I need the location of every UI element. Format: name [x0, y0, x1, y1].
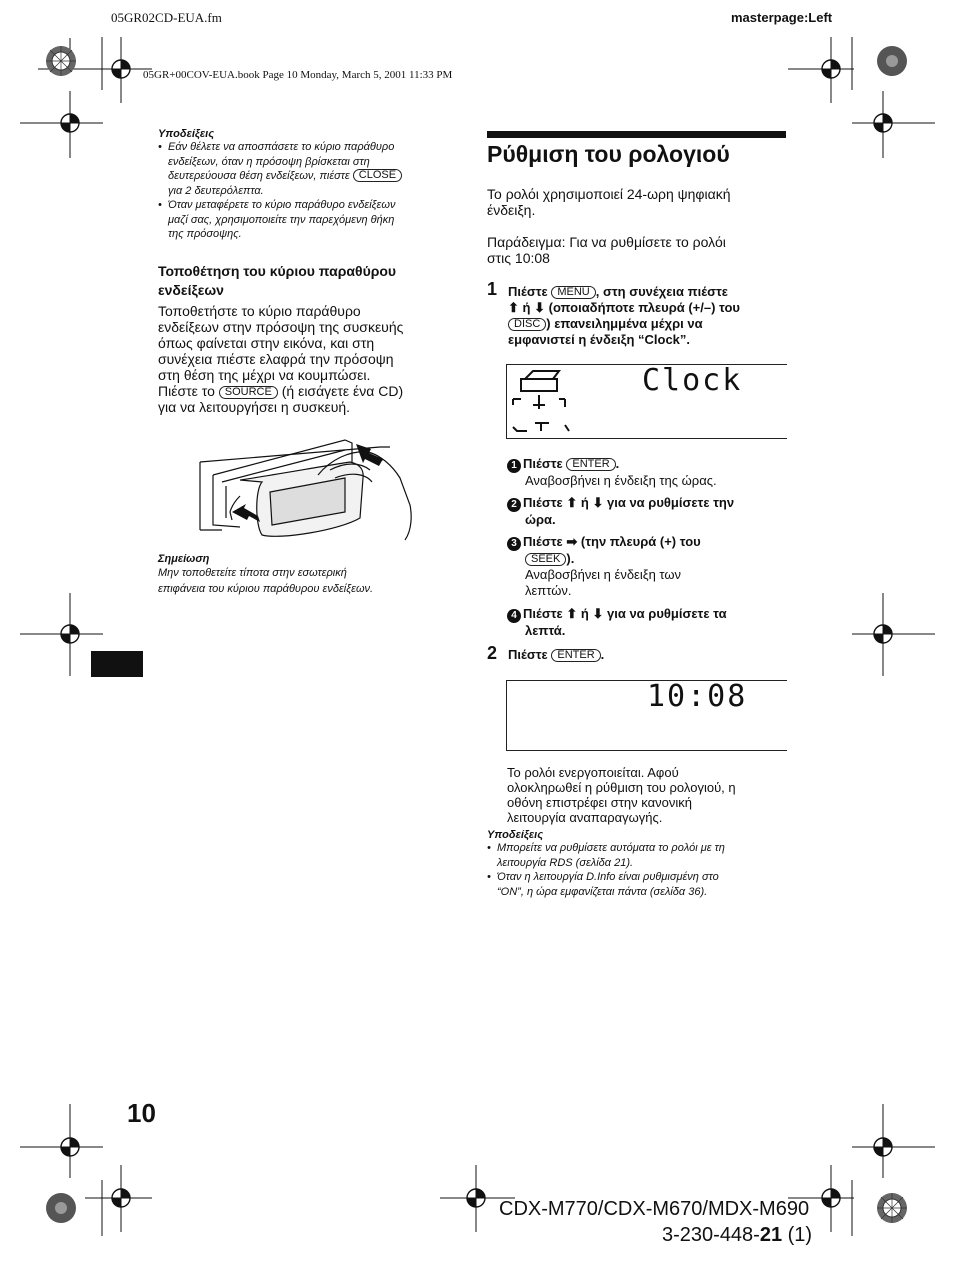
up-arrow-icon: ⬆ [508, 300, 519, 315]
tip-item: • Μπορείτε να ρυθμίσετε αυτόματα το ρολόι με τη λειτουργία RDS (σελίδα 21). [487, 841, 787, 870]
subheading-line: ενδείξεων [158, 282, 224, 298]
lcd-text: Clock [642, 363, 743, 398]
menu-button-label: MENU [551, 286, 595, 299]
paragraph-text: (ή εισάγετε ένα CD) [281, 383, 404, 399]
lcd-display-clock [506, 364, 787, 439]
step-text: , στη συνέχεια πιέστε [595, 284, 728, 299]
page-number: 10 [127, 1098, 156, 1128]
disc-button-label: DISC [508, 318, 546, 331]
substep-line: λεπτών. [525, 583, 572, 598]
lcd-display-time [506, 680, 787, 751]
tip-line: μαζί σας, χρησιμοποιείτε την παρεχόμενη θήκη [168, 213, 395, 226]
step-text: Πιέστε [508, 647, 548, 662]
step-1 [508, 284, 788, 348]
section-tab-marker [91, 651, 143, 677]
enter-button-label: ENTER [551, 649, 600, 662]
step-text: ή [522, 300, 531, 315]
after-line: λειτουργία αναπαραγωγής. [507, 810, 663, 825]
substep-text: Πιέστε [523, 534, 563, 549]
enter-button-label: ENTER [566, 458, 615, 471]
tip-line: Όταν μεταφέρετε το κύριο παράθυρο ενδείξεων [168, 199, 396, 211]
disc-icon [507, 365, 787, 438]
substep-1: 1 Πιέστε ENTER . Αναβοσβήνει η ένδειξη της ώρας. [507, 456, 789, 489]
step-line [508, 300, 788, 316]
substep-2 [507, 495, 789, 528]
step-text: Πιέστε [508, 284, 548, 299]
substep-text: ή [580, 606, 589, 621]
down-arrow-icon: ⬇ [534, 300, 546, 315]
substep-line: Αναβοσβήνει η ένδειξη των [525, 567, 682, 582]
step-text: (οποιαδήποτε πλευρά (+/–) του [548, 300, 740, 315]
substep-4 [507, 606, 789, 639]
code-suffix: (1) [782, 1224, 813, 1246]
paragraph-line: συνέχεια πιέστε ελαφρά την πρόσοψη [158, 351, 394, 367]
tip-text: δευτερεύουσα θέση ενδείξεων, πιέστε [168, 170, 350, 182]
header-book-line: 05GR+00COV-EUA.book Page 10 Monday, March 5, 2001 11:33 PM [143, 69, 453, 81]
code-prefix: 3-230-448- [662, 1224, 760, 1246]
source-button-label: SOURCE [219, 386, 278, 399]
substep-text: ή [580, 495, 589, 510]
header-masterpage: masterpage:Left [731, 10, 833, 25]
after-paragraph [507, 765, 789, 825]
after-line: ολοκληρωθεί η ρύθμιση του ρολογιού, η [507, 780, 736, 795]
tip-line: ενδείξεων, όταν η πρόσοψη βρίσκεται στη [168, 155, 370, 168]
substep-number: 1 [507, 459, 521, 473]
tip-line: Όταν η λειτουργία D.Info είναι ρυθμισμένη στο [497, 871, 719, 883]
tip-item: • Εάν θέλετε να αποσπάσετε το κύριο παράθυρο ενδείξεων, όταν η πρόσοψη βρίσκεται στη δευτερεύουσα θέση ενδείξεων, πιέστε CLOSE για 2 δευτερόλεπτα. [158, 140, 458, 198]
tips-title: Υποδείξεις [158, 128, 215, 140]
intro-line: Το ρολόι χρησιμοποιεί 24-ωρη ψηφιακή [487, 186, 731, 202]
document-code [662, 1224, 812, 1247]
example-line: Παράδειγμα: Για να ρυθμίσετε το ρολόι [487, 234, 726, 250]
step-line [508, 284, 788, 300]
note-title: Σημείωση [158, 553, 210, 565]
tip-line: της πρόσοψης. [168, 228, 242, 240]
step-2: Πιέστε ENTER . [508, 647, 605, 662]
step-number: 2 [487, 643, 498, 663]
substep-number: 4 [507, 609, 521, 623]
substep-number: 3 [507, 537, 521, 551]
paragraph-line: ενδείξεων στην πρόσοψη της συσκευής [158, 319, 404, 335]
example-line: στις 10:08 [487, 250, 550, 266]
step-number: 1 [487, 279, 498, 299]
note [158, 553, 458, 597]
paragraph-line: Τοποθετήστε το κύριο παράθυρο [158, 303, 361, 319]
tip-line: Μπορείτε να ρυθμίσετε αυτόματα το ρολόι με τη [497, 842, 725, 854]
substep-text: Πιέστε [523, 456, 563, 471]
example [487, 234, 787, 266]
down-arrow-icon: ⬇ [592, 606, 604, 621]
right-tips [487, 829, 787, 899]
substep-text: για να ρυθμίσετε τα [607, 606, 727, 621]
note-line: επιφάνεια του κύριου παράθυρου ενδείξεων. [158, 583, 374, 595]
seek-button-label: SEEK [525, 553, 566, 566]
substep-text: Πιέστε [523, 606, 563, 621]
substep-number: 2 [507, 498, 521, 512]
title-rule [487, 131, 786, 138]
tip-item: • Όταν η λειτουργία D.Info είναι ρυθμισμένη στο “ON”, η ώρα εμφανίζεται πάντα (σελίδα 36). [487, 870, 787, 899]
down-arrow-icon: ⬇ [592, 495, 604, 510]
step-line: εμφανιστεί η ένδειξη “Clock”. [508, 332, 691, 347]
tip-line: Εάν θέλετε να αποσπάσετε το κύριο παράθυρο [168, 141, 395, 153]
paragraph-text: Πιέστε το [158, 383, 215, 399]
paragraph-line: στη θέση της μέχρι να κουμπώσει. [158, 367, 371, 383]
after-line: Το ρολόι ενεργοποιείται. Αφού [507, 765, 679, 780]
tip-line: λειτουργία RDS (σελίδα 21). [497, 856, 634, 869]
note-line: Μην τοποθετείτε τίποτα στην εσωτερική [158, 567, 347, 579]
tip-line: “ON”, η ώρα εμφανίζεται πάντα (σελίδα 36). [497, 885, 708, 898]
substep-line: λεπτά. [525, 623, 566, 638]
intro [487, 186, 787, 218]
up-arrow-icon: ⬆ [566, 606, 578, 621]
intro-line: ένδειξη. [487, 202, 536, 218]
code-bold: 21 [759, 1224, 783, 1246]
step-text: ) επανειλημμένα μέχρι να [546, 316, 703, 331]
subheading-line: Τοποθέτηση του κύριου παραθύρου [158, 263, 397, 279]
substep-text: (την πλευρά (+) του [580, 534, 701, 549]
substep-3: 3 Πιέστε ➡ (την πλευρά (+) του SEEK ). Αναβοσβήνει η ένδειξη των λεπτών. [507, 534, 789, 599]
after-line: οθόνη επιστρέφει στην κανονική [507, 795, 692, 810]
lcd-text: 10:08 [647, 679, 748, 714]
right-arrow-icon: ➡ [566, 534, 578, 549]
tips-title: Υποδείξεις [487, 829, 544, 841]
substep-line: Αναβοσβήνει η ένδειξη της ώρας. [525, 473, 717, 488]
close-button-label: CLOSE [353, 169, 402, 182]
tip-item: • Όταν μεταφέρετε το κύριο παράθυρο ενδείξεων μαζί σας, χρησιμοποιείτε την παρεχόμενη θήκη της πρόσοψης. [158, 198, 458, 242]
model-names: CDX-M770/CDX-M670/MDX-M690 [499, 1198, 810, 1220]
substep-text: Πιέστε [523, 495, 563, 510]
header-filename: 05GR02CD-EUA.fm [111, 10, 222, 25]
paragraph-line: όπως φαίνεται στην εικόνα, και στη [158, 335, 375, 351]
substep-text: για να ρυθμίσετε την [607, 495, 735, 510]
paragraph-line: για να λειτουργήσει η συσκευή. [158, 399, 351, 415]
page-title: Ρύθμιση του ρολογιού [487, 141, 730, 167]
up-arrow-icon: ⬆ [566, 495, 578, 510]
tip-line: για 2 δευτερόλεπτα. [168, 184, 264, 197]
substep-line: ώρα. [525, 512, 556, 527]
step-line [508, 316, 788, 332]
